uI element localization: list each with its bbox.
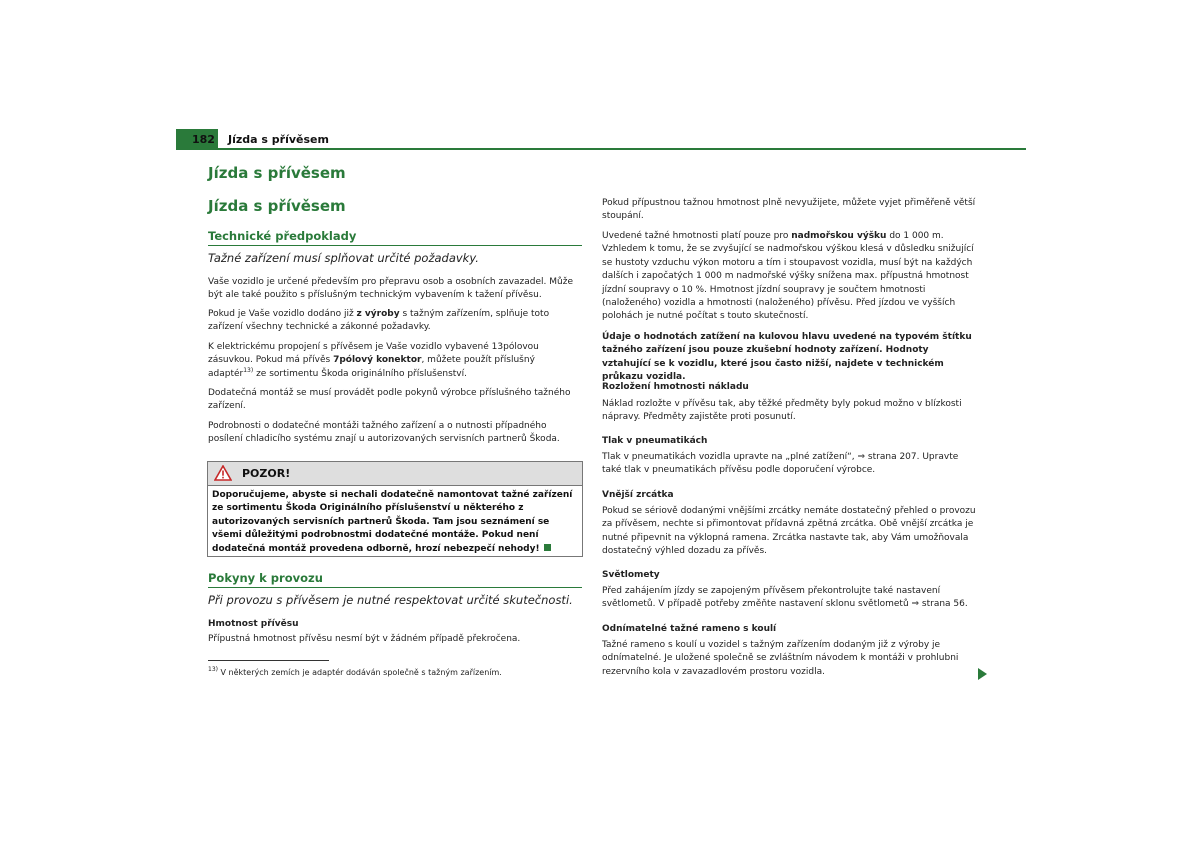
section-end-marker: [544, 544, 551, 551]
page-number: 182: [192, 133, 215, 146]
warning-triangle-icon: [214, 465, 232, 481]
subheading: Rozložení hmotnosti nákladu: [602, 382, 749, 392]
header-rule: [176, 148, 1026, 150]
paragraph: Náklad rozložte v přívěsu tak, aby těžké předměty byly pokud možno v blízkosti nápravy. Předměty zajistěte proti posunutí.: [602, 399, 962, 423]
footnote-reference: 13): [243, 366, 254, 374]
subheading: Hmotnost přívěsu: [208, 619, 299, 629]
footnote: $^{13)}$ V některých zemích je adaptér dodáván společně s tažným zařízením.: [208, 666, 502, 677]
paragraph: Uvedené tažné hmotnosti platí pouze pro nadmořskou výšku do 1 000 m. Vzhledem k tomu, že se zvyšující se nadmořskou výškou klesá v důsledku snižující se hustoty vzduchu výkon motoru a tím i stoupavost vozidla, musí být na každých dalších i započatých 1 000 m nadmořské výšky snížena max. přípustná hmotnost jízdní soupravy o 10 %. Hmotnost jízdní soupravy je součtem hmotnosti (naloženého) vozidla a hmotnosti (naloženého) přívěsu. Před jízdou ve vyšších polohách je nutné počítat s touto skutečností.: [602, 231, 974, 322]
paragraph: Pokud je Vaše vozidlo dodáno již z výroby s tažným zařízením, splňuje toto zařízení všechny technické a zákonné požadavky.: [208, 309, 550, 333]
paragraph: Tažné rameno s koulí u vozidel s tažným zařízením dodaným již z výroby je odnímatelné. Je uložené společně se zvláštním návodem k montáži v prohlubni rezervního kola v zavazadlovém prostoru vozidla.: [602, 640, 959, 677]
running-title: Jízda s přívěsem: [228, 133, 329, 146]
technical-requirements-lead: Tažné zařízení musí splňovat určité požadavky.: [208, 251, 479, 265]
paragraph: Podrobnosti o dodatečné montáži tažného zařízení a o nutnosti případného posílení chladicího systému znají u autorizovaných servisních partnerů Škoda.: [208, 421, 560, 445]
paragraph: Dodatečná montáž se musí provádět podle pokynů výrobce příslušného tažného zařízení.: [208, 388, 571, 412]
subheading: Světlomety: [602, 570, 660, 580]
next-page-arrow-icon: [978, 668, 987, 680]
operation-lead: Při provozu s přívěsem je nutné respektovat určité skutečnosti.: [208, 593, 573, 607]
subheading: Odnímatelné tažné rameno s koulí: [602, 624, 777, 634]
warning-text: Doporučujeme, abyste si nechali dodatečně namontovat tažné zařízení ze sortimentu Škoda Originálního příslušenství u některého z autorizovaných servisních partnerů Škoda. Tam jsou seznámení se všemi důležitými podrobnostmi dodatečné montáže. Pokud není dodatečná montáž provedena odborně, hrozí nebezpečí nehody!: [212, 490, 573, 554]
warning-title: POZOR!: [242, 467, 291, 480]
paragraph: Tlak v pneumatikách vozidla upravte na „plné zatížení“, ⇒ strana 207. Upravte také tlak v pneumatikách přívěsu podle doporučení výrobce.: [602, 452, 959, 476]
section-title: Jízda s přívěsem: [208, 197, 346, 215]
paragraph: Pokud se sériově dodanými vnějšími zrcátky nemáte dostatečný přehled o provozu za přívěsem, nechte si přimontovat přídavná zpětná zrcátka. Obě vnější zrcátka je nutné připevnit na výklopná ramena. Zrcátka nastavte tak, aby Vám umožňovala dostatečný výhled dozadu za přívěs.: [602, 506, 976, 557]
warning-box: [207, 461, 583, 557]
subheading: Tlak v pneumatikách: [602, 436, 708, 446]
subheading: Vnější zrcátka: [602, 490, 674, 500]
operation-heading: Pokyny k provozu: [208, 571, 582, 588]
bold-paragraph: Údaje o hodnotách zatížení na kulovou hlavu uvedené na typovém štítku tažného zařízení jsou pouze zkušební hodnoty zařízení. Hodnoty vztahující se k vozidlu, které jsou často nižší, najdete v technickém průkazu vozidla.: [602, 332, 972, 383]
technical-requirements-heading: Technické předpoklady: [208, 229, 582, 246]
warning-header: [208, 462, 582, 486]
paragraph: Vaše vozidlo je určené především pro přepravu osob a osobních zavazadel. Může být ale také použito s příslušným technickým vybavením k tažení přívěsu.: [208, 277, 573, 301]
paragraph: Přípustná hmotnost přívěsu nesmí být v žádném případě překročena.: [208, 634, 521, 644]
chapter-title: Jízda s přívěsem: [208, 164, 346, 182]
footnote-rule: [208, 660, 329, 661]
page-number-badge: [176, 129, 218, 150]
paragraph: Před zahájením jízdy se zapojeným přívěsem překontrolujte také nastavení světlometů. V případě potřeby změňte nastavení sklonu světlometů ⇒ strana 56.: [602, 586, 968, 610]
paragraph: K elektrickému propojení s přívěsem je Vaše vozidlo vybavené 13pólovou zásuvkou. Pokud má přívěs 7pólový konektor, můžete použít příslušný adaptér$^{13)}$ ze sortimentu Škoda originálního příslušenství.: [208, 342, 539, 379]
paragraph: Pokud přípustnou tažnou hmotnost plně nevyužijete, můžete vyjet přiměřeně větší stoupání.: [602, 198, 976, 222]
